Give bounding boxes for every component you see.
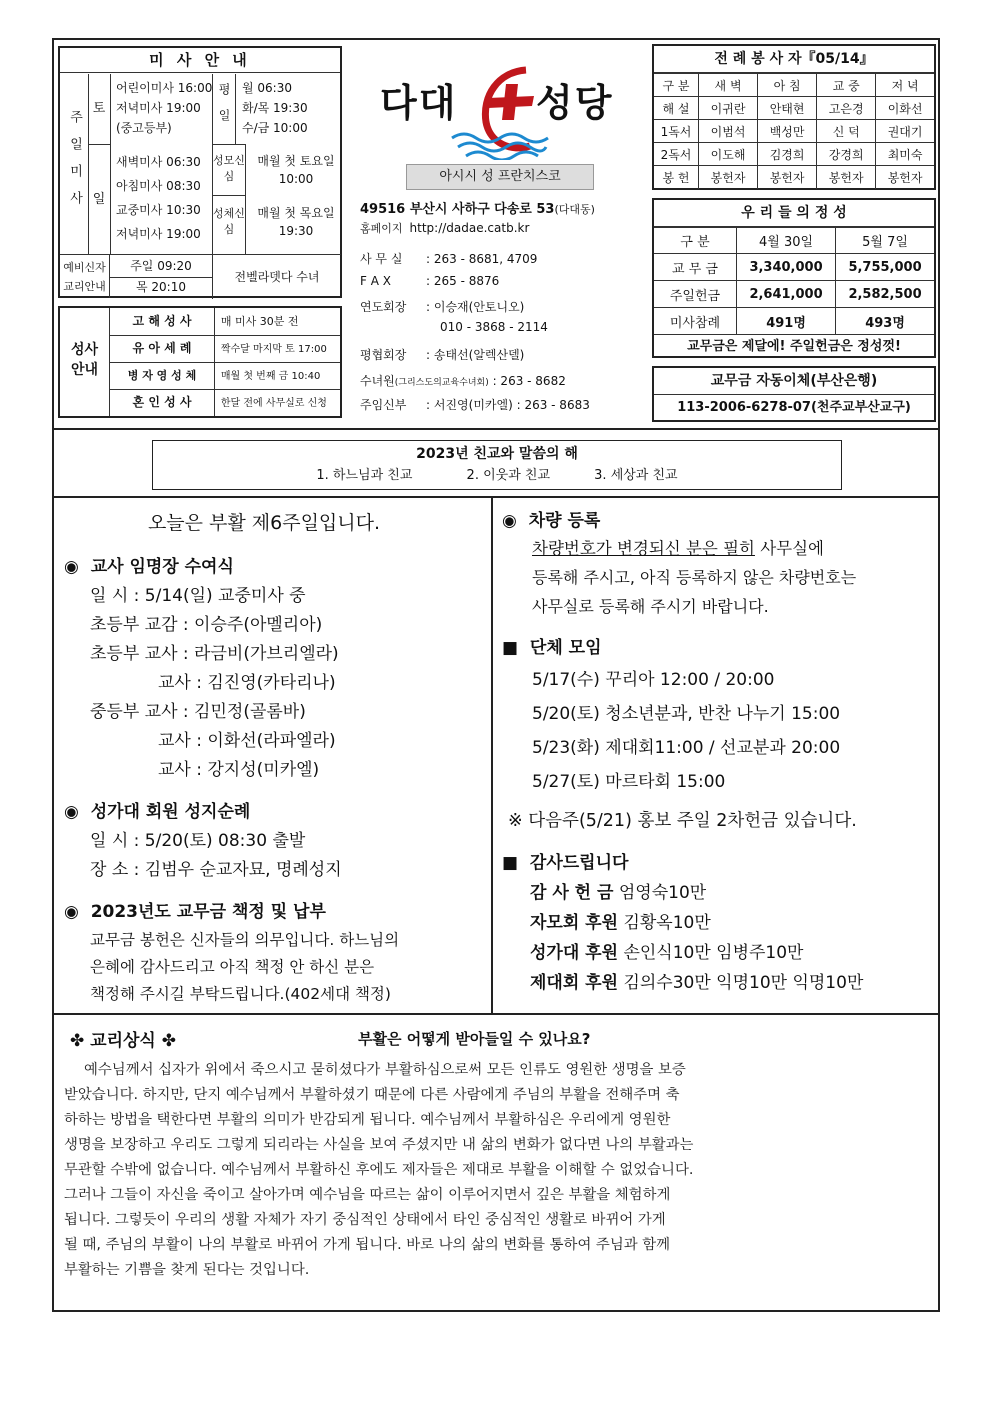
sacrament-name-2: 유 아 세 례 [110, 335, 215, 362]
servers-header-cell: 구 분 [654, 74, 699, 97]
servers-cell: 봉헌자 [758, 166, 817, 189]
church-name-right: 성당 [536, 81, 614, 125]
square-bullet-icon: ■ [502, 853, 519, 873]
autopay-box [652, 366, 936, 422]
catechumen-time-1: 주일 09:20 [110, 254, 212, 278]
sacrament-info-2: 짝수달 마지막 토 17:00 [220, 344, 327, 355]
sister-line [360, 372, 650, 396]
bullet-icon: ◉ [64, 557, 79, 577]
servers-cell: 백성만 [758, 120, 817, 143]
finance-note: 교무금은 제달에! 주일헌금은 정성껏! [687, 339, 901, 354]
servers-cell: 1독서 [654, 120, 699, 143]
address-line [360, 198, 650, 220]
pres-line [360, 346, 650, 372]
section-dues [64, 897, 484, 1008]
pres-label: 평협회장 [360, 348, 407, 362]
eucharist-devotion-time: 매월 첫 목요일 19:30 [257, 206, 335, 238]
priest-line [360, 396, 650, 418]
catechism-section [64, 1024, 930, 1283]
ceremony-line: 초등부 교사 : 라금비(가브리엘라) [90, 644, 339, 664]
chair-name: : 이승재(안토니오) [426, 300, 525, 314]
priest-name: : 서진영(미카엘) : 263 - 8683 [426, 398, 590, 412]
finance-cell: 교 무 금 [654, 254, 737, 281]
servers-cell: 이화선 [876, 97, 934, 120]
servers-cell: 봉헌자 [817, 166, 876, 189]
waves-icon [450, 130, 550, 160]
finance-header-cell: 구 분 [654, 228, 737, 254]
theme-items [153, 465, 841, 487]
servers-row [654, 120, 934, 143]
middle-divider [52, 496, 940, 498]
dues-title: 2023년도 교무금 책정 및 납부 [90, 902, 326, 922]
catechumen-time-2: 목 20:10 [136, 280, 186, 294]
thanks-names: 손인식10만 임병주10만 [623, 943, 804, 963]
finance-cell: 491명 [737, 308, 836, 335]
thanks-label: 자모회 후원 [530, 913, 619, 933]
today-notice: 오늘은 부활 제6주일입니다. [147, 512, 381, 534]
vehicle-line: 사무실로 등록해 주시기 바랍니다. [532, 597, 769, 616]
homepage-label: 홈페이지 [360, 222, 403, 235]
weekday-mass-2: 화/목 19:30 [242, 101, 308, 115]
marian-devotion-time: 매월 첫 토요일 10:00 [257, 154, 335, 186]
teacher-ceremony-title: 교사 임명장 수여식 [90, 557, 234, 577]
catechism-line: 하하는 방법을 택한다면 부활의 의미가 반감되게 됩니다. 예수님께서 부활하심은 우리에게 영원한 [64, 1112, 671, 1128]
meeting-line: 5/27(토) 마르타회 15:00 [532, 772, 726, 792]
mass-schedule-title: 미 사 안 내 [60, 48, 340, 73]
finance-table [654, 227, 934, 335]
servers-cell: 이도해 [699, 143, 758, 166]
finance-header-cell: 4월 30일 [737, 228, 836, 254]
thanks-label: 제대회 후원 [530, 973, 619, 993]
sacrament-row-3 [110, 362, 340, 390]
dues-line: 책정해 주시길 부탁드립니다.(402세대 책정) [90, 985, 391, 1003]
top-divider [52, 428, 940, 430]
bullet-icon: ◉ [64, 902, 79, 922]
sister-detail: (그리스도의교육수녀회) [394, 378, 489, 388]
office-label: 사 무 실 [360, 252, 403, 266]
sunday-times [116, 150, 201, 246]
section-title [64, 797, 484, 827]
thanks-names: 엄영숙10만 [618, 883, 707, 903]
sacrament-info-4: 한달 전에 사무실로 신청 [220, 398, 327, 409]
servers-header-row [654, 74, 934, 97]
ceremony-line: 초등부 교감 : 이승주(아멜리아) [90, 615, 323, 635]
catechism-line: 그러나 그들이 자신을 죽이고 살아가며 예수님을 따르는 삶이 이루어지면서 깊은 부활을 체험하게 [64, 1187, 671, 1203]
sat-mass-3: (중고등부) [116, 121, 172, 135]
thanks-title: 감사드립니다 [529, 853, 629, 873]
weekday-mass-1: 월 06:30 [242, 81, 292, 95]
church-logo [378, 62, 628, 162]
sun-mass-1: 새벽미사 06:30 [116, 155, 201, 169]
pilgrimage-line: 장 소 : 김범우 순교자묘, 명례성지 [90, 860, 342, 880]
saturday-times [116, 78, 212, 138]
sister-label: 수녀원 [360, 374, 395, 388]
sacrament-row-4 [110, 389, 340, 416]
dues-line: 교무금 봉헌은 신자들의 의무입니다. 하느님의 [90, 931, 400, 949]
servers-cell: 신 덕 [817, 120, 876, 143]
servers-table [654, 73, 934, 189]
servers-row [654, 143, 934, 166]
group-meeting-title: 단체 모임 [529, 638, 602, 658]
autopay-account: 113-2006-6278-07(천주교부산교구) [677, 400, 911, 415]
servers-cell: 안태현 [758, 97, 817, 120]
office-line [360, 250, 650, 274]
chair-line [360, 298, 650, 320]
ceremony-line: 일 시 : 5/14(일) 교중미사 중 [90, 586, 306, 606]
finance-cell: 2,582,500 [836, 281, 934, 308]
mass-schedule-box [58, 46, 342, 298]
sat-mass-2: 저녁미사 19:00 [116, 101, 201, 115]
ceremony-line: 교사 : 이화선(라파엘라) [158, 731, 336, 751]
thanks-label: 감 사 헌 금 [530, 883, 614, 903]
sun-mass-4: 저녁미사 19:00 [116, 227, 201, 241]
fax-number: : 265 - 8876 [426, 274, 500, 288]
vehicle-line: 등록해 주시고, 아직 등록하지 않은 차량번호는 [532, 568, 857, 587]
saturday-label: 토 [88, 74, 111, 145]
patron-banner: 아시시 성 프란치스코 [406, 164, 594, 190]
office-phone: : 263 - 8681, 4709 [426, 252, 538, 266]
sacrament-info-3: 매월 첫 번째 금 10:40 [220, 371, 321, 382]
eucharist-devotion-label: 성체신심 [212, 196, 246, 254]
sacrament-info-1: 매 미사 30분 전 [220, 315, 299, 328]
finance-cell: 5,755,000 [836, 254, 934, 281]
homepage-line [360, 220, 650, 250]
servers-cell: 최미숙 [876, 143, 934, 166]
section-title [64, 897, 484, 927]
thanks-label: 성가대 후원 [530, 943, 619, 963]
theme-item-2: 2. 이웃과 친교 [466, 468, 551, 483]
servers-header-cell: 교 중 [817, 74, 876, 97]
sacrament-name-3: 병 자 영 성 체 [110, 362, 215, 389]
bullet-icon: ◉ [64, 802, 79, 822]
servers-box [652, 44, 936, 190]
right-column [502, 506, 932, 998]
left-column [64, 508, 484, 1008]
ceremony-line: 교사 : 강지성(미카엘) [158, 760, 320, 780]
sacraments-box [58, 306, 342, 418]
column-divider [491, 496, 493, 1014]
thanks-names: 김의수30만 익명10만 익명10만 [623, 973, 864, 993]
servers-row [654, 166, 934, 189]
catechumen-label: 예비신자 교리안내 [60, 254, 110, 298]
catechism-line: 될 때, 주님의 부활이 나의 부활로 바뀌어 가게 됩니다. 바로 나의 삶의 변화를 통하여 주님과 함께 [64, 1237, 671, 1253]
catechism-line: 부활하는 기쁨을 찾게 된다는 것입니다. [64, 1262, 310, 1278]
vehicle-underlined: 차량번호가 변경되신 분은 필히 [532, 539, 755, 558]
finance-row [654, 254, 934, 281]
theme-item-3: 3. 세상과 친교 [594, 468, 678, 483]
section-title [502, 633, 932, 663]
catechism-divider [52, 1013, 940, 1015]
marian-devotion-label: 성모신심 [212, 144, 246, 196]
servers-cell: 강경희 [817, 143, 876, 166]
catechism-line: 무관할 수밖에 없습니다. 예수님께서 부활하신 후에도 제자들은 제대로 부활을 이해할 수 없었습니다. [64, 1162, 694, 1178]
theme-box [152, 440, 842, 490]
dues-line: 은혜에 감사드리고 아직 책정 안 하신 분은 [90, 958, 375, 976]
servers-header-cell: 저 녁 [876, 74, 934, 97]
finance-cell: 3,340,000 [737, 254, 836, 281]
servers-cell: 이범석 [699, 120, 758, 143]
finance-row [654, 308, 934, 335]
servers-header-cell: 아 침 [758, 74, 817, 97]
sacrament-row-2 [110, 335, 340, 363]
finance-row [654, 281, 934, 308]
special-collection-notice: ※ 다음주(5/21) 홍보 주일 2차헌금 있습니다. [508, 811, 857, 831]
meeting-line: 5/23(화) 제대회11:00 / 선교분과 20:00 [532, 738, 841, 758]
chair-label: 연도회장 [360, 300, 407, 314]
theme-item-1: 1. 하느님과 친교 [316, 468, 413, 483]
square-bullet-icon: ■ [502, 638, 519, 658]
weekday-label: 평일 [212, 74, 236, 145]
section-choir-pilgrimage [64, 797, 484, 885]
sat-mass-1: 어린이미사 16:00 [116, 81, 213, 95]
ceremony-line: 중등부 교사 : 김민정(골롬바) [90, 702, 306, 722]
sacrament-name-4: 혼 인 성 사 [110, 389, 215, 416]
priest-label: 주임신부 [360, 398, 407, 412]
catechism-line: 받았습니다. 하지만, 단지 예수님께서 부활하셨기 때문에 다른 사람에게 주님의 부활을 전해주며 축 [64, 1087, 680, 1103]
catechism-label: ✤ 교리상식 ✤ [70, 1031, 177, 1051]
servers-cell: 봉헌자 [699, 166, 758, 189]
weekday-times [242, 78, 338, 138]
finance-cell: 미사참례 [654, 308, 737, 335]
church-name-left: 다대 [380, 81, 458, 125]
servers-title: 전 례 봉 사 자『05/14』 [654, 46, 934, 73]
autopay-title: 교무금 자동이체(부산은행) [654, 368, 934, 395]
meeting-line: 5/20(토) 청소년분과, 반찬 나누기 15:00 [532, 704, 841, 724]
fax-line [360, 274, 650, 298]
ceremony-line: 교사 : 김진영(카타리나) [158, 673, 336, 693]
section-title [64, 552, 484, 582]
weekday-mass-3: 수/금 10:00 [242, 121, 308, 135]
catechism-question: 부활은 어떻게 받아들일 수 있나요? [358, 1030, 591, 1048]
thanks-names: 김황옥10만 [623, 913, 711, 933]
sun-mass-2: 아침미사 08:30 [116, 179, 201, 193]
finance-header-row [654, 228, 934, 254]
servers-cell: 봉헌자 [876, 166, 934, 189]
catechism-line: 예수님께서 십자가 위에서 죽으시고 묻히셨다가 부활하심으로써 모든 인류도 영원한 생명을 보증 [84, 1062, 686, 1078]
thanks-row [502, 968, 932, 998]
servers-cell: 고은경 [817, 97, 876, 120]
servers-cell: 2독서 [654, 143, 699, 166]
section-title [502, 506, 932, 534]
servers-header-cell: 새 벽 [699, 74, 758, 97]
sun-mass-3: 교중미사 10:30 [116, 203, 201, 217]
section-teacher-ceremony [64, 552, 484, 785]
catechism-header [64, 1024, 930, 1058]
pilgrimage-line: 일 시 : 5/20(토) 08:30 출발 [90, 831, 306, 851]
address: 49516 부산시 사하구 다송로 53 [360, 202, 555, 217]
thanks-row [502, 878, 932, 908]
choir-pilgrimage-title: 성가대 회원 성지순례 [90, 802, 251, 822]
church-info [360, 198, 650, 418]
sister-phone: : 263 - 8682 [492, 374, 566, 388]
finance-box [652, 198, 936, 358]
catechism-line: 됩니다. 그렇듯이 우리의 생활 자체가 자기 중심적인 상태에서 타인 중심적인 생활로 바뀌어 가게 [64, 1212, 666, 1228]
finance-title: 우 리 들 의 정 성 [654, 200, 934, 227]
vehicle-title: 차량 등록 [528, 511, 601, 531]
vehicle-rest: 사무실에 [754, 539, 824, 558]
sacrament-row-1 [110, 308, 340, 336]
sacrament-name-1: 고 해 성 사 [110, 308, 215, 335]
servers-row [654, 97, 934, 120]
meeting-line: 5/17(수) 꾸리아 12:00 / 20:00 [532, 670, 775, 690]
finance-cell: 493명 [836, 308, 934, 335]
chair-phone: 010 - 3868 - 2114 [440, 320, 548, 334]
sunday-label: 주일미사 [60, 74, 89, 254]
catechism-line: 생명을 보장하고 우리도 그렇게 되리라는 사실을 보여 주셨지만 내 삶의 변화가 없다면 나의 부활과는 [64, 1137, 694, 1153]
vehicle-line-1 [502, 534, 932, 563]
servers-cell: 김경희 [758, 143, 817, 166]
pres-name: : 송태선(알렉산델) [426, 348, 525, 362]
finance-cell: 주일헌금 [654, 281, 737, 308]
finance-cell: 2,641,000 [737, 281, 836, 308]
thanks-row [502, 938, 932, 968]
servers-cell: 해 설 [654, 97, 699, 120]
catechism-body [64, 1058, 930, 1283]
catechumen-teacher: 전벨라뎃다 수녀 [212, 254, 341, 299]
fax-label: F A X [360, 274, 391, 288]
homepage-link[interactable]: http://dadae.catb.kr [409, 221, 530, 235]
sacraments-label: 성사안내 [60, 308, 110, 416]
finance-header-cell: 5월 7일 [836, 228, 934, 254]
thanks-row [502, 908, 932, 938]
sunday-day-label: 일 [88, 144, 111, 255]
theme-title: 2023년 친교와 말씀의 해 [416, 446, 578, 462]
servers-cell: 이귀란 [699, 97, 758, 120]
servers-cell: 권대기 [876, 120, 934, 143]
bullet-icon: ◉ [502, 511, 517, 531]
section-title [502, 848, 932, 878]
address-suffix: (다대동) [554, 203, 595, 216]
servers-cell: 봉 헌 [654, 166, 699, 189]
